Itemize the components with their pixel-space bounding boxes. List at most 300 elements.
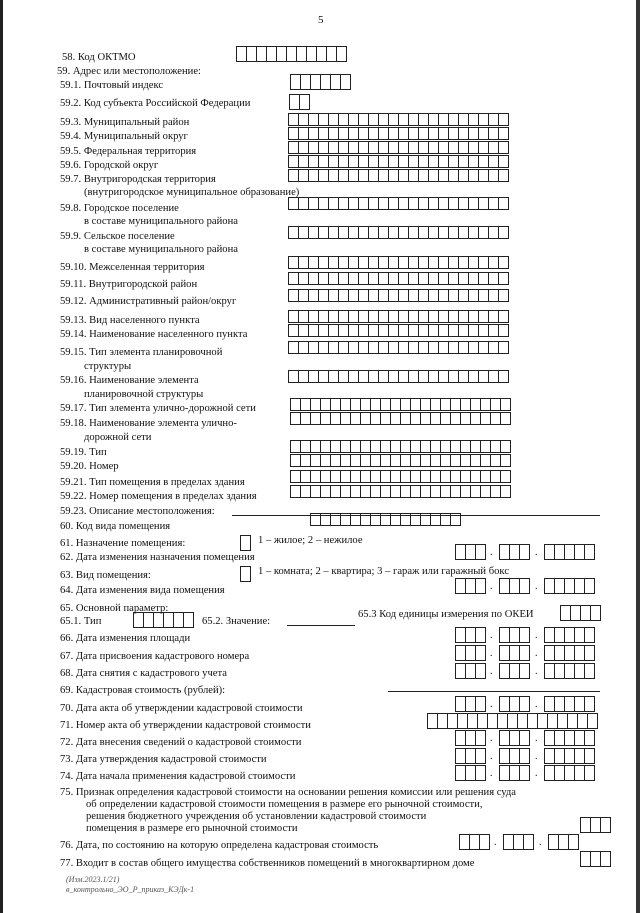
input-cell[interactable] [321, 399, 331, 411]
input-cell[interactable] [321, 486, 331, 498]
input-cell[interactable] [479, 311, 489, 323]
input-cell[interactable] [389, 156, 399, 168]
input-cell[interactable] [601, 852, 611, 867]
input-cell[interactable] [561, 606, 571, 621]
input-cell[interactable] [479, 227, 489, 239]
input-cell[interactable] [476, 646, 486, 661]
input-cell[interactable] [469, 170, 479, 182]
input-cell[interactable] [391, 486, 401, 498]
input-cell[interactable] [369, 142, 379, 154]
input-cell[interactable] [359, 198, 369, 210]
input-cell[interactable] [409, 290, 419, 302]
input-cell[interactable] [399, 198, 409, 210]
input-cell[interactable] [449, 257, 459, 269]
input-cell[interactable] [471, 471, 481, 483]
input-cell[interactable] [429, 342, 439, 354]
input-cell[interactable] [459, 273, 469, 285]
input-cell[interactable] [309, 311, 319, 323]
input-cell[interactable] [399, 311, 409, 323]
input-cell[interactable] [451, 413, 461, 425]
input-cell[interactable] [461, 413, 471, 425]
input-cell[interactable] [419, 198, 429, 210]
input-cell[interactable] [489, 371, 499, 383]
input-cell[interactable] [489, 170, 499, 182]
type-cells-2[interactable] [290, 454, 511, 467]
input-cell[interactable] [491, 455, 501, 467]
input-cell[interactable] [491, 413, 501, 425]
input-cell[interactable] [499, 371, 509, 383]
input-cell[interactable] [369, 170, 379, 182]
input-cell[interactable] [381, 471, 391, 483]
input-cell[interactable] [309, 227, 319, 239]
input-cell[interactable] [329, 142, 339, 154]
input-cell[interactable] [476, 628, 486, 643]
input-cell[interactable] [409, 198, 419, 210]
purpose-change-year[interactable] [544, 544, 595, 560]
input-cell[interactable] [431, 486, 441, 498]
input-cell[interactable] [331, 455, 341, 467]
act-date-day[interactable] [455, 696, 486, 712]
input-cell[interactable] [466, 731, 476, 746]
input-cell[interactable] [491, 441, 501, 453]
room-type-cells[interactable] [290, 470, 511, 483]
input-cell[interactable] [469, 114, 479, 126]
input-cell[interactable] [500, 766, 510, 781]
input-cell[interactable] [585, 628, 595, 643]
input-cell[interactable] [409, 257, 419, 269]
input-cell[interactable] [409, 114, 419, 126]
input-cell[interactable] [301, 471, 311, 483]
input-cell[interactable] [555, 545, 565, 560]
planning-name-cells[interactable] [288, 370, 509, 383]
value-entry-day[interactable] [455, 730, 486, 746]
input-cell[interactable] [319, 114, 329, 126]
input-cell[interactable] [339, 290, 349, 302]
input-cell[interactable] [379, 170, 389, 182]
input-cell[interactable] [489, 198, 499, 210]
input-cell[interactable] [341, 413, 351, 425]
input-cell[interactable] [575, 664, 585, 679]
input-cell[interactable] [500, 646, 510, 661]
input-cell[interactable] [349, 273, 359, 285]
input-cell[interactable] [555, 664, 565, 679]
input-cell[interactable] [588, 714, 598, 729]
input-cell[interactable] [329, 311, 339, 323]
input-cell[interactable] [459, 170, 469, 182]
input-cell[interactable] [174, 613, 184, 628]
input-cell[interactable] [449, 128, 459, 140]
input-cell[interactable] [491, 471, 501, 483]
input-cell[interactable] [319, 371, 329, 383]
input-cell[interactable] [555, 697, 565, 712]
input-cell[interactable] [349, 257, 359, 269]
input-cell[interactable] [349, 198, 359, 210]
street-type-cells-1[interactable] [290, 398, 511, 411]
input-cell[interactable] [391, 471, 401, 483]
common-property-cell[interactable] [580, 851, 611, 867]
input-cell[interactable] [571, 606, 581, 621]
input-cell[interactable] [510, 731, 520, 746]
input-cell[interactable] [289, 311, 299, 323]
input-cell[interactable] [299, 198, 309, 210]
input-cell[interactable] [359, 290, 369, 302]
input-cell[interactable] [291, 399, 301, 411]
value-start-day[interactable] [455, 765, 486, 781]
input-cell[interactable] [441, 399, 451, 411]
input-cell[interactable] [361, 486, 371, 498]
input-cell[interactable] [575, 749, 585, 764]
input-cell[interactable] [359, 342, 369, 354]
input-cell[interactable] [451, 399, 461, 411]
input-cell[interactable] [439, 227, 449, 239]
input-cell[interactable] [456, 749, 466, 764]
input-cell[interactable] [585, 766, 595, 781]
input-cell[interactable] [339, 257, 349, 269]
input-cell[interactable] [461, 486, 471, 498]
input-cell[interactable] [449, 198, 459, 210]
input-cell[interactable] [341, 514, 351, 526]
input-cell[interactable] [299, 128, 309, 140]
city-okrug-cells[interactable] [288, 155, 509, 168]
input-cell[interactable] [439, 198, 449, 210]
input-cell[interactable] [461, 455, 471, 467]
input-cell[interactable] [419, 170, 429, 182]
input-cell[interactable] [499, 311, 509, 323]
input-cell[interactable] [479, 257, 489, 269]
input-cell[interactable] [459, 198, 469, 210]
input-cell[interactable] [237, 47, 247, 62]
input-cell[interactable] [369, 290, 379, 302]
input-cell[interactable] [411, 514, 421, 526]
input-cell[interactable] [591, 818, 601, 833]
input-cell[interactable] [361, 514, 371, 526]
input-cell[interactable] [431, 471, 441, 483]
input-cell[interactable] [309, 257, 319, 269]
input-cell[interactable] [339, 227, 349, 239]
input-cell[interactable] [419, 273, 429, 285]
input-cell[interactable] [311, 455, 321, 467]
input-cell[interactable] [575, 731, 585, 746]
input-cell[interactable] [476, 545, 486, 560]
input-cell[interactable] [319, 325, 329, 337]
input-cell[interactable] [369, 128, 379, 140]
input-cell[interactable] [309, 273, 319, 285]
input-cell[interactable] [591, 606, 601, 621]
input-cell[interactable] [520, 579, 530, 594]
input-cell[interactable] [499, 128, 509, 140]
input-cell[interactable] [389, 290, 399, 302]
input-cell[interactable] [349, 142, 359, 154]
input-cell[interactable] [466, 749, 476, 764]
input-cell[interactable] [329, 273, 339, 285]
input-cell[interactable] [321, 514, 331, 526]
input-cell[interactable] [359, 142, 369, 154]
input-cell[interactable] [351, 514, 361, 526]
input-cell[interactable] [289, 128, 299, 140]
input-cell[interactable] [329, 156, 339, 168]
input-cell[interactable] [319, 257, 329, 269]
input-cell[interactable] [500, 749, 510, 764]
input-cell[interactable] [520, 697, 530, 712]
input-cell[interactable] [449, 156, 459, 168]
input-cell[interactable] [476, 664, 486, 679]
input-cell[interactable] [319, 170, 329, 182]
input-cell[interactable] [429, 273, 439, 285]
input-cell[interactable] [558, 714, 568, 729]
input-cell[interactable] [449, 170, 459, 182]
input-cell[interactable] [559, 835, 569, 850]
type-cells-1[interactable] [290, 440, 511, 453]
input-cell[interactable] [309, 198, 319, 210]
municipal-district-cells-2[interactable] [288, 127, 509, 140]
input-cell[interactable] [456, 766, 466, 781]
input-cell[interactable] [461, 399, 471, 411]
input-cell[interactable] [439, 142, 449, 154]
input-cell[interactable] [329, 114, 339, 126]
input-cell[interactable] [429, 142, 439, 154]
input-cell[interactable] [401, 455, 411, 467]
input-cell[interactable] [321, 75, 331, 90]
input-cell[interactable] [319, 128, 329, 140]
input-cell[interactable] [489, 114, 499, 126]
input-cell[interactable] [499, 227, 509, 239]
input-cell[interactable] [389, 128, 399, 140]
input-cell[interactable] [389, 114, 399, 126]
input-cell[interactable] [247, 47, 257, 62]
input-cell[interactable] [409, 273, 419, 285]
admin-district-cells[interactable] [288, 289, 509, 302]
input-cell[interactable] [441, 471, 451, 483]
input-cell[interactable] [361, 455, 371, 467]
param-type-cells[interactable] [133, 612, 194, 628]
input-cell[interactable] [449, 227, 459, 239]
input-cell[interactable] [349, 170, 359, 182]
input-cell[interactable] [389, 273, 399, 285]
input-cell[interactable] [309, 342, 319, 354]
input-cell[interactable] [329, 198, 339, 210]
input-cell[interactable] [291, 75, 301, 90]
input-cell[interactable] [431, 413, 441, 425]
input-cell[interactable] [585, 579, 595, 594]
input-cell[interactable] [299, 371, 309, 383]
input-cell[interactable] [299, 156, 309, 168]
input-cell[interactable] [299, 290, 309, 302]
area-change-year[interactable] [544, 627, 595, 643]
input-cell[interactable] [361, 399, 371, 411]
input-cell[interactable] [520, 628, 530, 643]
input-cell[interactable] [399, 170, 409, 182]
input-cell[interactable] [389, 227, 399, 239]
input-cell[interactable] [429, 227, 439, 239]
input-cell[interactable] [489, 311, 499, 323]
input-cell[interactable] [469, 342, 479, 354]
input-cell[interactable] [479, 273, 489, 285]
input-cell[interactable] [476, 697, 486, 712]
input-cell[interactable] [331, 399, 341, 411]
input-cell[interactable] [399, 371, 409, 383]
input-cell[interactable] [341, 75, 351, 90]
room-kind-cell[interactable] [240, 566, 251, 582]
input-cell[interactable] [429, 170, 439, 182]
input-cell[interactable] [466, 664, 476, 679]
input-cell[interactable] [329, 290, 339, 302]
input-cell[interactable] [359, 273, 369, 285]
input-cell[interactable] [299, 142, 309, 154]
input-cell[interactable] [466, 628, 476, 643]
input-cell[interactable] [441, 441, 451, 453]
input-cell[interactable] [585, 545, 595, 560]
input-cell[interactable] [381, 399, 391, 411]
input-cell[interactable] [339, 325, 349, 337]
input-cell[interactable] [491, 486, 501, 498]
input-cell[interactable] [369, 227, 379, 239]
input-cell[interactable] [520, 664, 530, 679]
input-cell[interactable] [361, 413, 371, 425]
input-cell[interactable] [601, 818, 611, 833]
input-cell[interactable] [456, 579, 466, 594]
input-cell[interactable] [501, 399, 511, 411]
input-cell[interactable] [429, 114, 439, 126]
input-cell[interactable] [379, 142, 389, 154]
input-cell[interactable] [409, 325, 419, 337]
act-number-cells[interactable] [427, 713, 598, 729]
input-cell[interactable] [581, 852, 591, 867]
input-cell[interactable] [389, 325, 399, 337]
input-cell[interactable] [419, 290, 429, 302]
input-cell[interactable] [469, 142, 479, 154]
input-cell[interactable] [499, 257, 509, 269]
input-cell[interactable] [481, 441, 491, 453]
input-cell[interactable] [500, 628, 510, 643]
input-cell[interactable] [504, 835, 514, 850]
settlement-type-cells[interactable] [288, 310, 509, 323]
input-cell[interactable] [449, 325, 459, 337]
input-cell[interactable] [389, 371, 399, 383]
input-cell[interactable] [501, 441, 511, 453]
input-cell[interactable] [299, 311, 309, 323]
input-cell[interactable] [469, 273, 479, 285]
kind-change-year[interactable] [544, 578, 595, 594]
input-cell[interactable] [289, 257, 299, 269]
input-cell[interactable] [429, 290, 439, 302]
input-cell[interactable] [431, 399, 441, 411]
input-cell[interactable] [469, 290, 479, 302]
input-cell[interactable] [459, 325, 469, 337]
input-cell[interactable] [499, 342, 509, 354]
input-cell[interactable] [241, 536, 251, 551]
input-cell[interactable] [411, 471, 421, 483]
value-entry-month[interactable] [499, 730, 530, 746]
input-cell[interactable] [479, 371, 489, 383]
input-cell[interactable] [389, 342, 399, 354]
input-cell[interactable] [581, 606, 591, 621]
input-cell[interactable] [466, 545, 476, 560]
input-cell[interactable] [510, 545, 520, 560]
input-cell[interactable] [154, 613, 164, 628]
input-cell[interactable] [491, 399, 501, 411]
input-cell[interactable] [585, 731, 595, 746]
input-cell[interactable] [421, 441, 431, 453]
input-cell[interactable] [369, 371, 379, 383]
input-cell[interactable] [289, 273, 299, 285]
input-cell[interactable] [469, 227, 479, 239]
value-approval-day[interactable] [455, 748, 486, 764]
input-cell[interactable] [349, 227, 359, 239]
purpose-change-month[interactable] [499, 544, 530, 560]
input-cell[interactable] [481, 413, 491, 425]
input-cell[interactable] [369, 325, 379, 337]
input-cell[interactable] [399, 325, 409, 337]
input-cell[interactable] [471, 455, 481, 467]
input-cell[interactable] [459, 311, 469, 323]
input-cell[interactable] [379, 273, 389, 285]
input-cell[interactable] [489, 227, 499, 239]
input-cell[interactable] [451, 471, 461, 483]
input-cell[interactable] [459, 257, 469, 269]
input-cell[interactable] [359, 325, 369, 337]
input-cell[interactable] [419, 311, 429, 323]
input-cell[interactable] [371, 486, 381, 498]
kind-change-month[interactable] [499, 578, 530, 594]
input-cell[interactable] [510, 697, 520, 712]
input-cell[interactable] [548, 714, 558, 729]
input-cell[interactable] [311, 399, 321, 411]
deregistration-month[interactable] [499, 663, 530, 679]
input-cell[interactable] [456, 646, 466, 661]
input-cell[interactable] [409, 142, 419, 154]
input-cell[interactable] [331, 514, 341, 526]
input-cell[interactable] [339, 114, 349, 126]
input-cell[interactable] [575, 697, 585, 712]
input-cell[interactable] [371, 399, 381, 411]
input-cell[interactable] [476, 766, 486, 781]
input-cell[interactable] [429, 128, 439, 140]
input-cell[interactable] [565, 545, 575, 560]
input-cell[interactable] [389, 170, 399, 182]
input-cell[interactable] [471, 441, 481, 453]
value-state-month[interactable] [503, 834, 534, 850]
input-cell[interactable] [468, 714, 478, 729]
input-cell[interactable] [339, 273, 349, 285]
input-cell[interactable] [421, 471, 431, 483]
input-cell[interactable] [300, 95, 310, 110]
input-cell[interactable] [319, 311, 329, 323]
input-cell[interactable] [476, 749, 486, 764]
input-cell[interactable] [499, 156, 509, 168]
room-kind-code-cells[interactable] [310, 513, 461, 526]
input-cell[interactable] [441, 486, 451, 498]
input-cell[interactable] [499, 290, 509, 302]
input-cell[interactable] [301, 75, 311, 90]
input-cell[interactable] [431, 441, 441, 453]
input-cell[interactable] [301, 413, 311, 425]
input-cell[interactable] [481, 455, 491, 467]
input-cell[interactable] [371, 514, 381, 526]
input-cell[interactable] [510, 579, 520, 594]
input-cell[interactable] [429, 371, 439, 383]
input-cell[interactable] [459, 371, 469, 383]
input-cell[interactable] [469, 371, 479, 383]
input-cell[interactable] [319, 273, 329, 285]
input-cell[interactable] [351, 486, 361, 498]
input-cell[interactable] [351, 455, 361, 467]
input-cell[interactable] [329, 371, 339, 383]
input-cell[interactable] [479, 290, 489, 302]
param-value-line[interactable] [287, 625, 355, 626]
input-cell[interactable] [399, 156, 409, 168]
input-cell[interactable] [538, 714, 548, 729]
input-cell[interactable] [309, 371, 319, 383]
